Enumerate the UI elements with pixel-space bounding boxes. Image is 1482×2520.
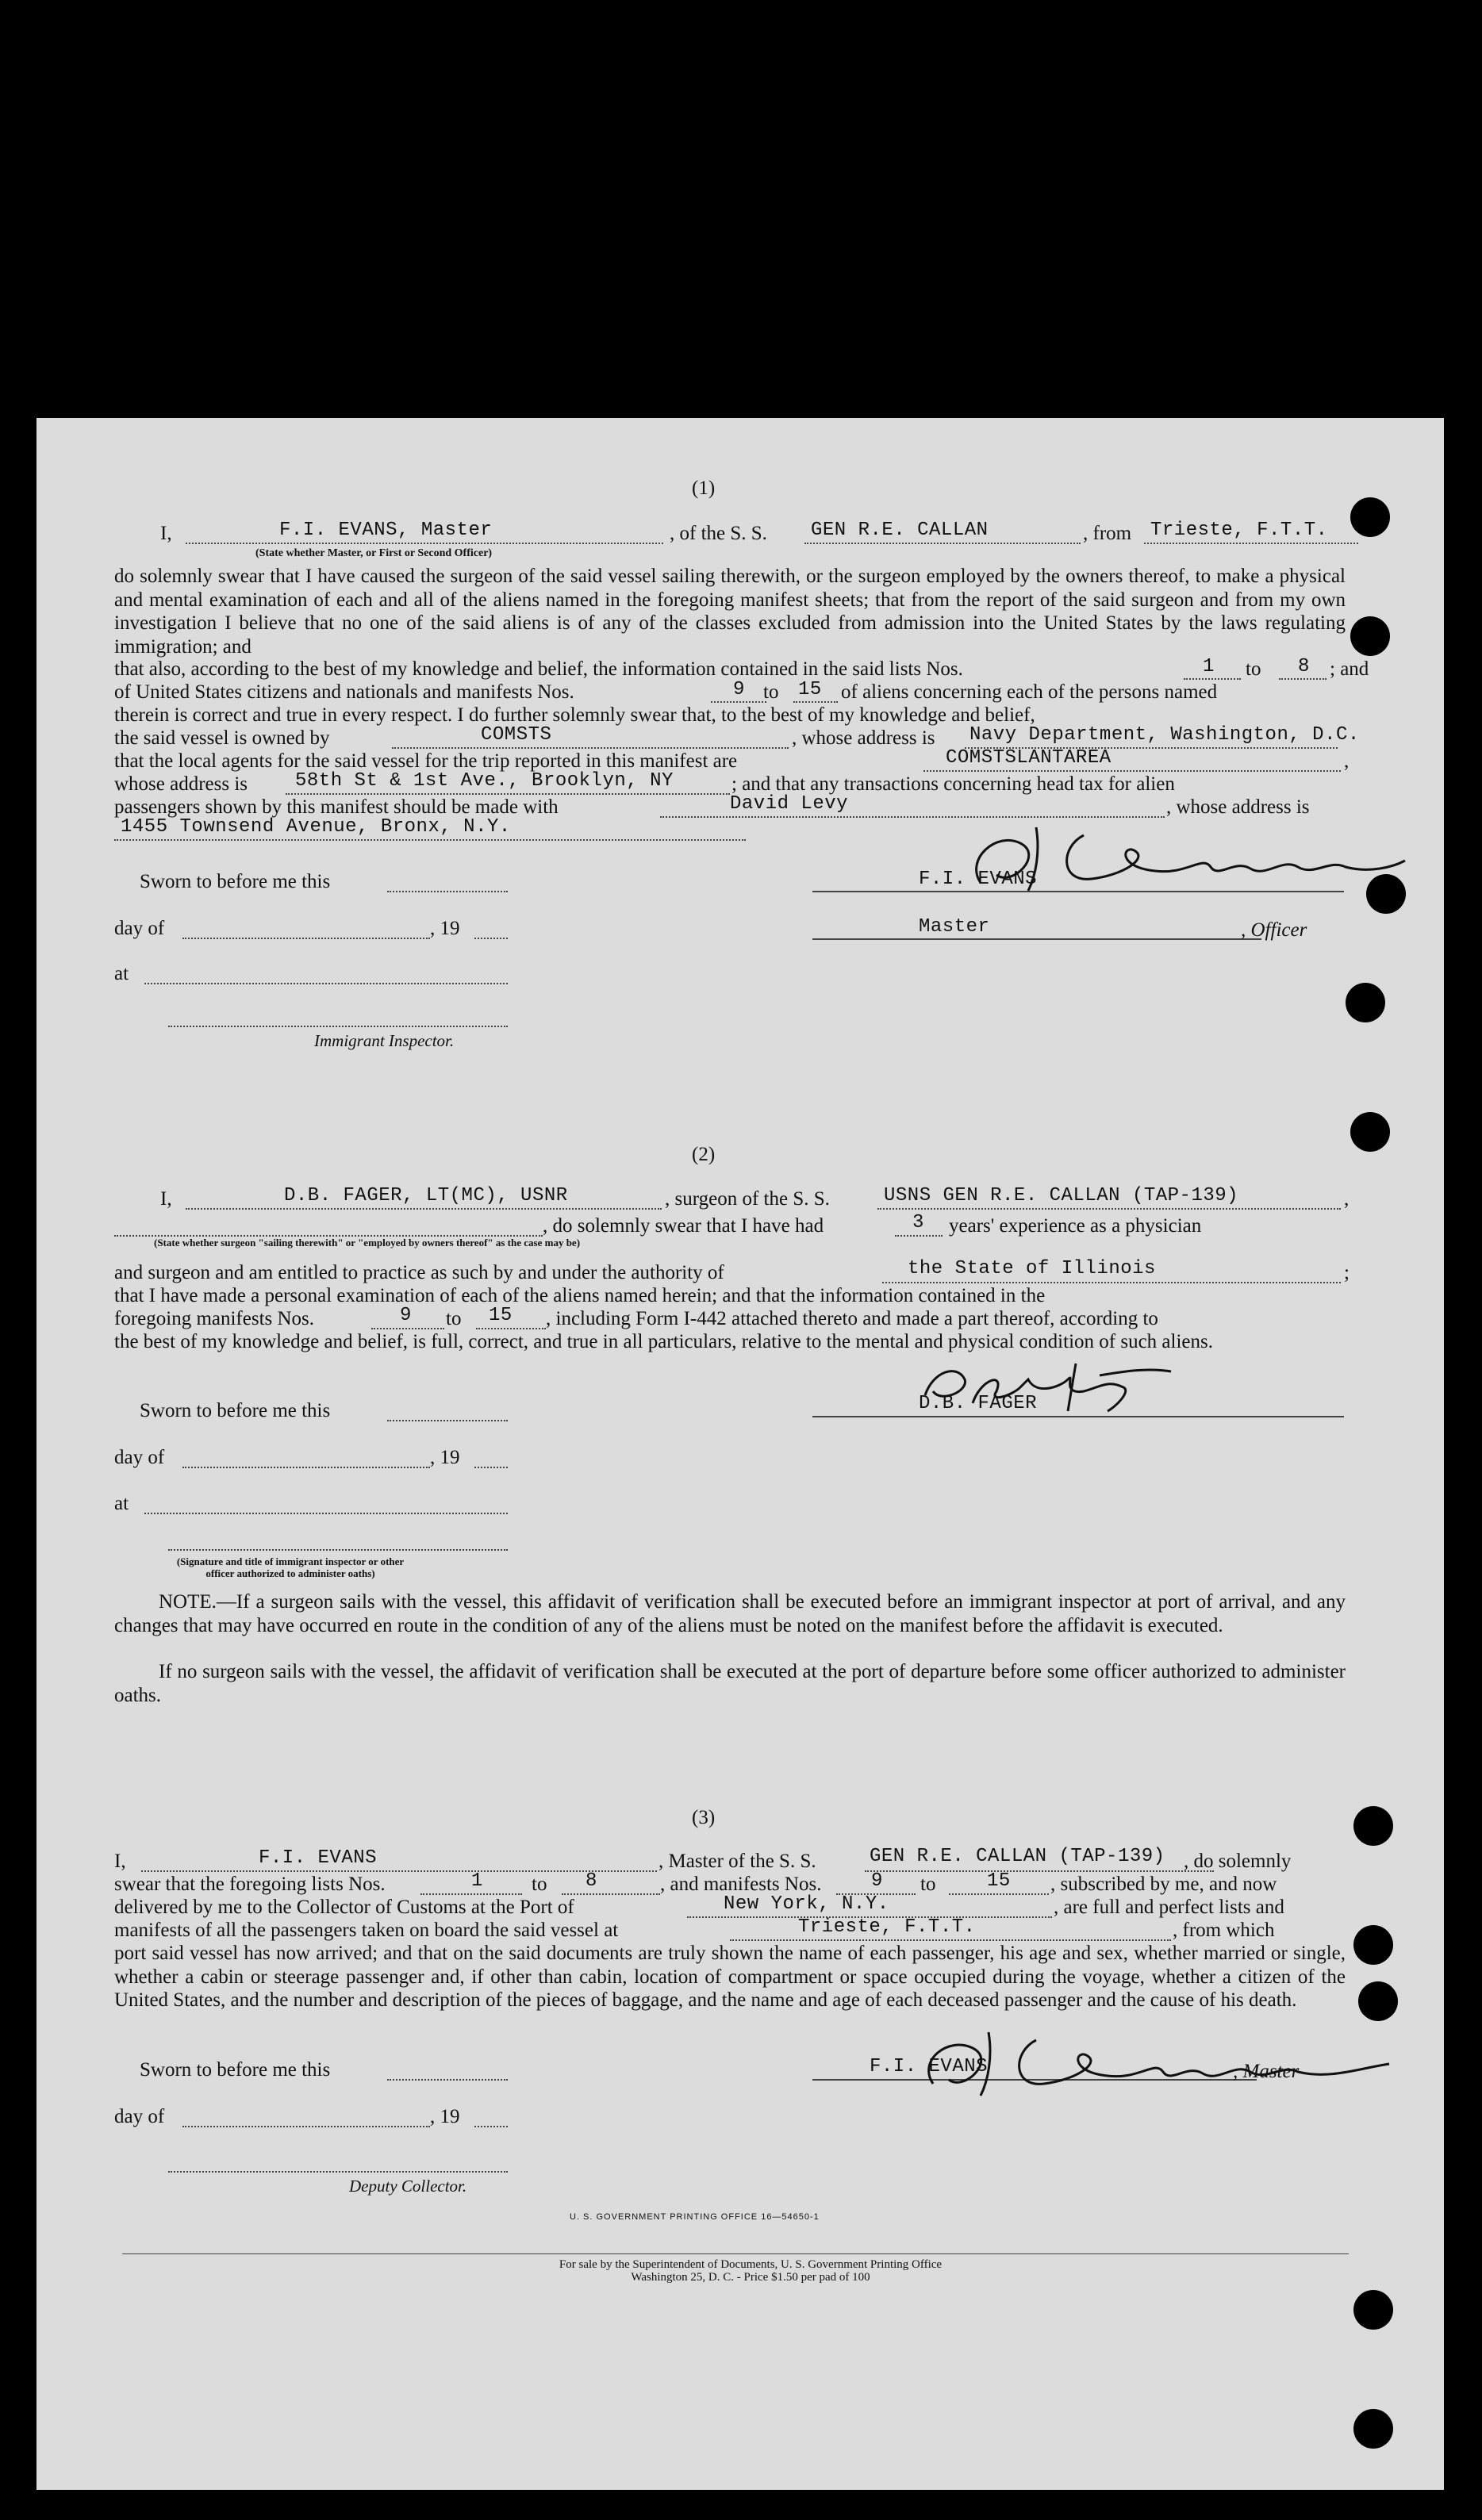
correct-line: therein is correct and true in every respect. I do further solemnly swear that, to the best of my knowledge and belief, [114, 704, 1035, 726]
from-label: , from [1083, 523, 1132, 544]
to-label-1b: to [763, 681, 779, 703]
punch-hole [1353, 2290, 1393, 2330]
authority-text: and surgeon and am entitled to practice as such by and under the authority of [114, 1262, 724, 1283]
sworn-label-1: Sworn to before me this [140, 871, 331, 892]
punch-hole [1350, 1112, 1390, 1152]
manifest-from-3: 9 [871, 1870, 883, 1892]
to-label-3b: to [920, 1874, 936, 1895]
signer-typed-3: F.I. EVANS [870, 2056, 989, 2077]
i-label-3: I, [114, 1851, 126, 1872]
full-label: , are full and perfect lists and [1054, 1897, 1284, 1918]
knowledge-text: the best of my knowledge and belief, is full, correct, and true in all particulars, relative to the mental and physical condition of such aliens. [114, 1331, 1213, 1352]
vessel-name-1: GEN R.E. CALLAN [811, 520, 989, 541]
to-label-1: to [1246, 658, 1261, 680]
lists-line: that also, according to the best of my knowledge and belief, the information contained in the said lists Nos. [114, 658, 963, 680]
whose-address-label: whose address is [114, 773, 248, 795]
manifest-to-3: 15 [987, 1870, 1011, 1892]
swear-text-2: , do solemnly swear that I have had [543, 1215, 824, 1237]
form-text: , including Form I-442 attached thereto and made a part thereof, according to [546, 1308, 1158, 1329]
master-name: F.I. EVANS, Master [279, 520, 493, 541]
whose-address-is: , whose address is [1166, 796, 1310, 818]
punch-hole [1353, 1925, 1393, 1965]
note-1: NOTE.—If a surgeon sails with the vessel, this affidavit of verification shall be executed before an immigrant inspector at port of arrival, and any changes that may have occurred en route in the condition of any of the aliens must be noted on the manifest before the affidavit is executed. [114, 1591, 1346, 1636]
surgeon-name: D.B. FAGER, LT(MC), USNR [284, 1185, 568, 1206]
vessel-name-2: USNS GEN R.E. CALLAN (TAP-139) [884, 1185, 1239, 1206]
lists-from-3: 1 [471, 1870, 483, 1892]
signer-typed-2: D.B. FAGER [919, 1393, 1038, 1414]
subscribed-label: , subscribed by me, and now [1050, 1874, 1277, 1895]
section-1-number: (1) [692, 478, 716, 499]
sale-line-1: For sale by the Superintendent of Documents, U. S. Government Printing Office [559, 2258, 943, 2271]
agents-address: 58th St & 1st Ave., Brooklyn, NY [295, 770, 674, 792]
punch-hole [1346, 983, 1385, 1022]
signer-typed-1: F.I. EVANS [919, 869, 1038, 890]
sale-line-2: Washington 25, D. C. - Price $1.50 per pad of 100 [631, 2271, 870, 2284]
lists-to-3: 8 [586, 1870, 597, 1892]
head-tax-text: ; and that any transactions concerning head tax for alien [731, 773, 1175, 795]
officer-title: Master [919, 916, 990, 938]
day-of-label-2: day of [114, 1447, 165, 1468]
at-label-2: at [114, 1493, 129, 1514]
sworn-label-2: Sworn to before me this [140, 1400, 331, 1421]
lists-from-1: 1 [1203, 656, 1215, 677]
from-which-label: , from which [1173, 1920, 1275, 1941]
examination-text: that I have made a personal examination of each of the aliens named herein; and that the information contained in the [114, 1285, 1046, 1306]
authority: the State of Illinois [908, 1258, 1156, 1279]
punch-hole [1350, 616, 1390, 656]
foregoing-label: foregoing manifests Nos. [114, 1308, 315, 1329]
of-ss-label: , of the S. S. [670, 523, 767, 544]
to-label-2: to [446, 1308, 462, 1329]
port-taken-at: Trieste, F.T.T. [798, 1916, 976, 1938]
surgeon-caption: (State whether surgeon "sailing therewith" or "employed by owners thereof" as the case may be) [154, 1237, 581, 1248]
owner: COMSTS [481, 724, 552, 746]
punch-hole [1358, 1981, 1398, 2021]
aliens-text: of aliens concerning each of the persons named [841, 681, 1218, 703]
head-tax-address: 1455 Townsend Avenue, Bronx, N.Y. [121, 816, 511, 838]
sworn-label-3: Sworn to before me this [140, 2059, 331, 2081]
year-prefix-1: , 19 [430, 918, 460, 939]
manifests-all-label: manifests of all the passengers taken on board the said vessel at [114, 1920, 619, 1941]
manifest-line: of United States citizens and nationals and manifests Nos. [114, 681, 574, 703]
gpo-imprint: U. S. GOVERNMENT PRINTING OFFICE 16—54650-1 [570, 2212, 820, 2222]
punch-hole [1366, 874, 1406, 914]
manifest-from-1: 9 [733, 679, 745, 700]
manifest-from-2: 9 [400, 1305, 412, 1326]
deputy-collector-caption: Deputy Collector. [349, 2177, 467, 2196]
punch-hole [1353, 2409, 1393, 2449]
at-label-1: at [114, 963, 129, 984]
to-label-3a: to [532, 1874, 547, 1895]
signature-evans-3 [917, 2020, 1393, 2100]
head-tax-agent: David Levy [730, 793, 849, 815]
signature-fager [909, 1348, 1195, 1419]
master-of-label: , Master of the S. S. [658, 1851, 816, 1872]
manifest-document: (1) I, F.I. EVANS, Master (State whether Master, or First or Second Officer) , of the S. S. GEN R.E. CALLAN , from Trieste, F.T.T. do solemnly swear that I have caused the surgeon of the said vessel sailing therewith, or the surgeon employed by the owners thereof, to make a physical and mental examination of each and all of the aliens named in the foregoing manifest sheets; that from the report of the said surgeon and from my own investigation I believe that no one of the said aliens is of any of the classes excluded from admission into the United States by the laws regulating immigration; and that also, according to the best of my knowledge and belief, the information contained in the said lists Nos. 1 to 8 ; and of United States citizens and nationals and manifests Nos. 9 to 15 of aliens concerning each of the persons named therein is correct and true in every respect. I do further solemnly swear that, to the best of my knowledge and belief, the said vessel is owned by COMSTS , whose address is Navy Department, Washington, D.C. that the local agents for the said vessel for the trip reported in this manifest are COMSTSLANTAREA , whose address is 58th St & 1st Ave., Brooklyn, NY ; and that any transactions concerning head tax for alien passengers shown by this manifest should be made with David Levy , whose address is 1455 Townsend Avenue, Bronx, N.Y. Sworn to before me this F.I. EVANS day of , 19 Master , Officer at Immigrant Inspector. (2) I, D.B. FAGER, LT(MC), USNR , surgeon of the S. S. USNS GEN R.E. CALLAN (TAP-139) , , do solemnly swear that I have had 3 years' experience as a physician (State whether surgeon "sailing therewith" or "employed by owners thereof" as the case may be) and surgeon and am entitled to practice as such by and under the authority of the State of Illinois ; that I have made a personal examination of each of the aliens named herein; and that the information contained in the foregoing manifests Nos. 9 to 15 , including Form I-442 attached thereto and made a part thereof, according to the best of my knowledge and belief, is full, correct, and true in all particulars, relative to the mental and physical condition of such aliens. Sworn to before me this D.B. FAGER day of , 19 at (Signature and title of immigrant inspector or other officer authorized to administer oaths) NOTE.—If a surgeon sails with the vessel, this affidavit of verification shall be executed before an immigrant inspector at port of arrival, and any changes that may have occurred en route in the condition of any of the aliens must be noted on the manifest before the affidavit is executed. If no surgeon sails with the vessel, the affidavit of verification shall be executed at the port of departure before some officer authorized to administer oaths. (3) I, F.I. EVANS , Master of the S. S. GEN R.E. CALLAN (TAP-139) , do solemnly swear that the foregoing lists Nos. 1 to 8 , and manifests Nos. 9 to 15 , subscribed by me, and now delivered by me to the Collector of Customs at the Port of New York, N.Y. , are full and perfect lists and manifests of all the passengers taken on board the said vessel at Trieste, F.T.T. , from which port said vessel has now arrived; and that on the said documents are truly shown the name of each passenger, his age and sex, whether married or single, whether a cabin or steerage passenger and, if other than cabin, location of compartment or space occupied during the voyage, whether a citizen of the United States, and the number and description of the pieces of baggage, and the name and age of each deceased passenger and the cause of his death. Sworn to before me this F.I. EVANS , Master day of , 19 Deputy Collector. U. S. GOVERNMENT PRINTING OFFICE 16—54650-1 For sale by the Superintendent of Documents, U. S. Government Printing Office Washington 25, D. C. - Price $1.50 per pad of 100 [36, 418, 1444, 2490]
address-label: , whose address is [792, 727, 935, 749]
i-label-1: I, [160, 523, 172, 544]
section-3-number: (3) [692, 1807, 716, 1828]
owned-label: the said vessel is owned by [114, 727, 330, 749]
inspector-sig-caption: (Signature and title of immigrant inspector or other officer authorized to administer oaths) [176, 1555, 405, 1579]
vessel-name-3: GEN R.E. CALLAN (TAP-139) [870, 1846, 1165, 1867]
master-caption: (State whether Master, or First or Second Officer) [255, 547, 493, 559]
from-port: Trieste, F.T.T. [1150, 520, 1328, 541]
punch-hole [1350, 497, 1390, 537]
year-prefix-3: , 19 [430, 2106, 460, 2127]
owner-address: Navy Department, Washington, D.C. [969, 724, 1360, 746]
day-of-label-1: day of [114, 918, 165, 939]
immigrant-inspector-caption: Immigrant Inspector. [314, 1031, 455, 1050]
years-experience: 3 [912, 1212, 924, 1233]
delivered-label: delivered by me to the Collector of Customs at the Port of [114, 1897, 574, 1918]
officer-caption: , Officer [1241, 919, 1307, 941]
manifest-to-2: 15 [489, 1305, 513, 1326]
punch-hole [1353, 1806, 1393, 1846]
passengers-label: passengers shown by this manifest should be made with [114, 796, 559, 818]
surgeon-of-label: , surgeon of the S. S. [665, 1188, 830, 1210]
port-of-delivery: New York, N.Y. [724, 1893, 889, 1915]
agents: COMSTSLANTAREA [946, 747, 1112, 769]
manifest-to-1: 15 [798, 679, 822, 700]
years-text: years' experience as a physician [949, 1215, 1202, 1237]
agents-label: that the local agents for the said vessel for the trip reported in this manifest are [114, 750, 738, 772]
day-of-label-3: day of [114, 2106, 165, 2127]
swear-label-3: swear that the foregoing lists Nos. [114, 1874, 386, 1895]
master-caption-3: , Master [1233, 2061, 1300, 2082]
manifests-label-3: , and manifests Nos. [660, 1874, 822, 1895]
section-1-paragraph: do solemnly swear that I have caused the surgeon of the said vessel sailing therewith, or the surgeon employed by the owners thereof, to make a physical and mental examination of each and all of the aliens named in the foregoing manifest sheets; that from the report of the said surgeon and from my own investigation I believe that no one of the said aliens is of any of the classes excluded from admission into the United States by the laws regulating immigration; and [114, 566, 1346, 658]
year-prefix-2: , 19 [430, 1447, 460, 1468]
solemnly-label: , do solemnly [1184, 1851, 1292, 1872]
lists-to-1: 8 [1298, 656, 1310, 677]
signature-evans-1 [965, 811, 1409, 899]
note-2: If no surgeon sails with the vessel, the affidavit of verification shall be executed at the port of departure before some officer authorized to administer oaths. [114, 1661, 1346, 1706]
master-name-3: F.I. EVANS [259, 1847, 378, 1869]
section-2-number: (2) [692, 1144, 716, 1165]
i-label-2: I, [160, 1188, 172, 1210]
section-3-paragraph: port said vessel has now arrived; and that on the said documents are truly shown the name of each passenger, his age and sex, whether married or single, whether a cabin or steerage passenger and, if other than cabin, location of compartment or space occupied during the voyage, whether a citizen of the United States, and the number and description of the pieces of baggage, and the name and age of each deceased passenger and the cause of his death. [114, 1943, 1346, 2011]
